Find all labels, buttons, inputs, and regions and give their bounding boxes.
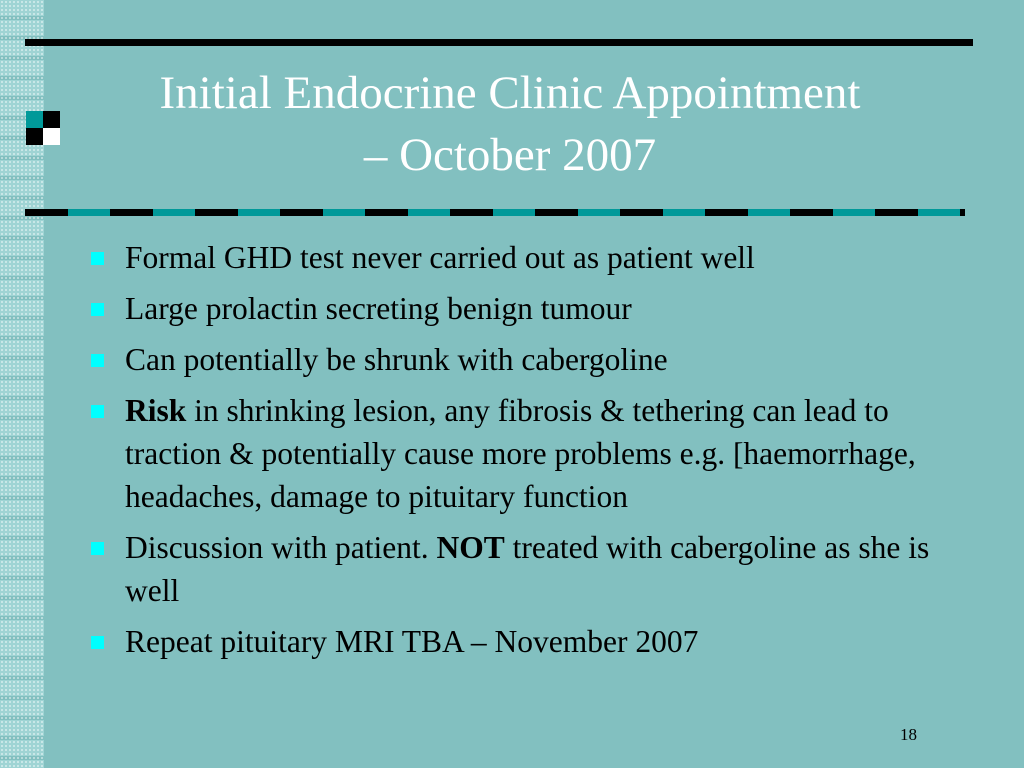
square-bullet-icon [91, 636, 104, 649]
bullet-text: Large prolactin secreting benign tumour [125, 291, 632, 326]
slide-title-line-2: – October 2007 [363, 129, 657, 181]
title-underline-rule [25, 209, 965, 216]
page-number: 18 [900, 725, 917, 744]
square-bullet-icon [91, 354, 104, 367]
bullet-item [88, 287, 968, 330]
bullet-text: treated with cabergoline as she is well [125, 530, 930, 608]
slide-title [60, 62, 960, 186]
decor-square [43, 128, 60, 145]
square-bullet-icon [91, 405, 104, 418]
decor-square [26, 128, 43, 145]
bullet-text: Discussion with patient. [125, 530, 437, 565]
bullet-text: Can potentially be shrunk with cabergoline [125, 342, 668, 377]
slide-title-line-1: Initial Endocrine Clinic Appointment [159, 67, 861, 119]
bullet-bold-text: NOT [436, 530, 505, 565]
bullet-list [88, 236, 968, 671]
top-rule [25, 39, 973, 46]
bullet-item [88, 236, 968, 279]
bullet-item [88, 389, 968, 518]
square-bullet-icon [91, 303, 104, 316]
bullet-item [88, 620, 968, 663]
bullet-text: Formal GHD test never carried out as patient well [125, 240, 755, 275]
bullet-item [88, 526, 968, 612]
decor-square [26, 111, 43, 128]
square-bullet-icon [91, 252, 104, 265]
bullet-item [88, 338, 968, 381]
bullet-text: Repeat pituitary MRI TBA – November 2007 [125, 624, 699, 659]
square-bullet-icon [91, 542, 104, 555]
decor-square [43, 111, 60, 128]
bullet-bold-text: Risk [125, 393, 187, 428]
bullet-text: in shrinking lesion, any fibrosis & tethering can lead to traction & potentially cause more problems e.g. [haemorrhage, headaches, damage to pituitary function [125, 393, 916, 514]
